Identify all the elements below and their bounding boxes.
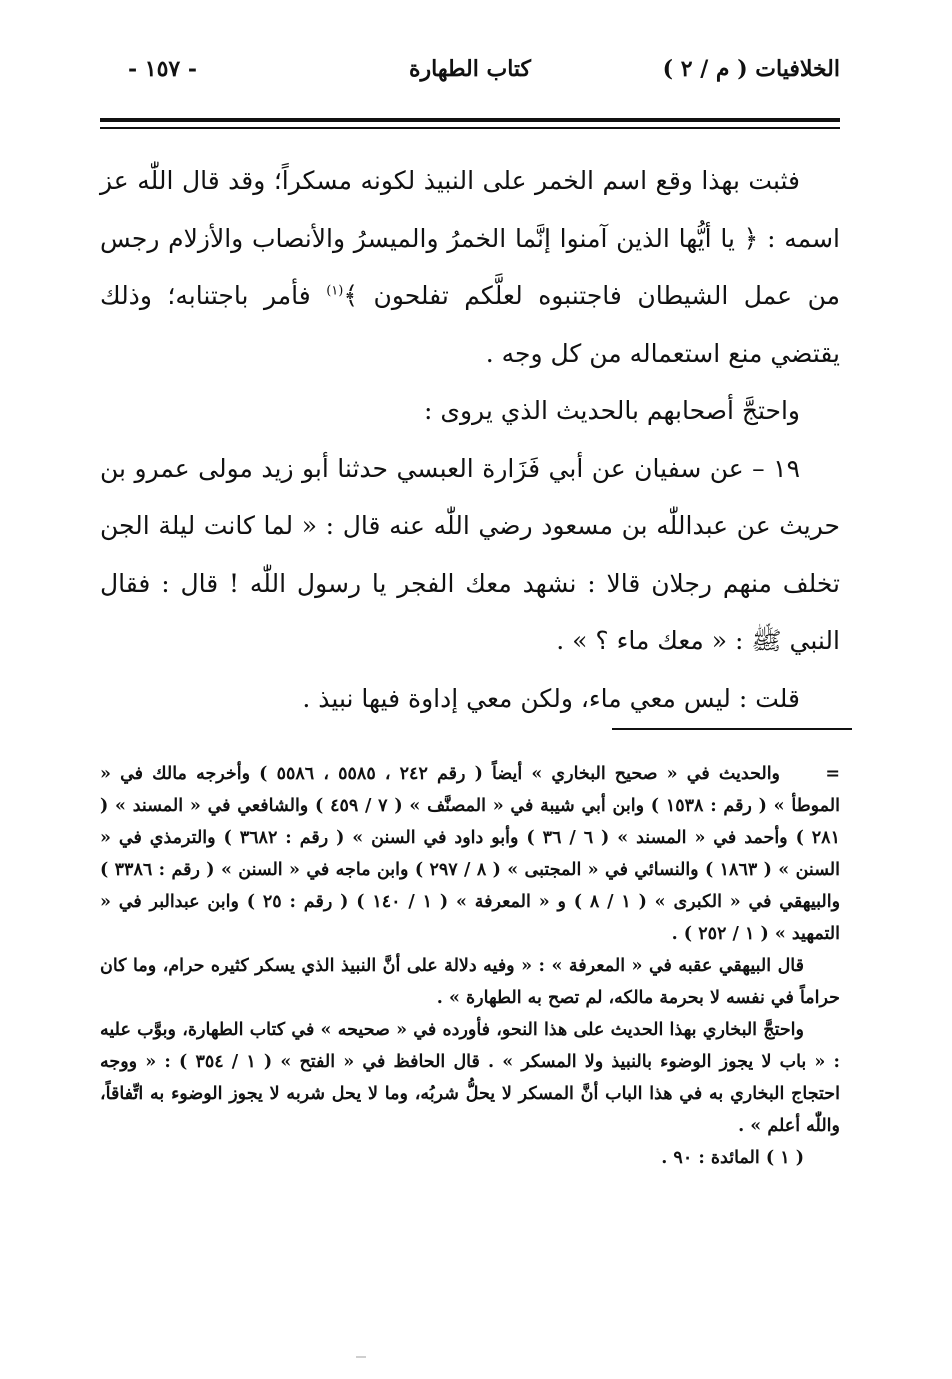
footnote-1: ( ١ ) المائدة : ٩٠ . (661, 1148, 804, 1168)
scan-speck (356, 1356, 366, 1358)
main-text (100, 152, 840, 727)
header-rule-thick (100, 118, 840, 122)
footnote-bayhaqi: قال البيهقي عقبه في « المعرفة » : « وفيه دلالة على أنَّ النبيذ الذي يسكر كثيره حرام، وما كان حراماً في نفسه لا بحرمة مالكه، لم تصح به الطهارة » . (100, 956, 840, 1008)
footnotes (100, 758, 840, 1174)
chapter-title: كتاب الطهارة (408, 56, 532, 82)
running-header (100, 56, 840, 96)
continuation-mark: = (825, 764, 841, 784)
running-title-volume: الخلافيات ( م / ٢ ) (662, 56, 840, 82)
page-number: - ١٥٧ - (128, 56, 198, 82)
footnote-marker: (١) (326, 283, 344, 299)
paragraph-1 (100, 152, 840, 382)
paragraph-1-tail: فأمر باجتنابه؛ وذلك يقتضي منع استعماله من كل وجه . (100, 281, 840, 368)
footnote-continuation-text: والحديث في « صحيح البخاري » أيضاً ( رقم ٢٤٢ ، ٥٥٨٥ ، ٥٥٨٦ ) وأخرجه مالك في « الموطأ » ( رقم : ١٥٣٨ ) وابن أبي شيبة في « المصنَّف » ( ٧ / ٤٥٩ ) والشافعي في « المسند » ( ٢٨١ ) وأحمد في « المسند » ( ٦ / ٣٦ ) وأبو داود في السنن » ( رقم : ٣٦٨٢ ) والترمذي في « السنن » ( ١٨٦٣ ) والنسائي في « المجتبى » ( ٨ / ٢٩٧ ) وابن ماجه في « السنن » ( رقم : ٣٣٨٦ ) والبيهقي في « الكبرى » ( ١ / ٨ ) و « المعرفة » ( ١ / ١٤٠ ) ( رقم : ٢٥ ) وابن عبدالبر في « التمهيد » ( ١ / ٢٥٢ ) . (100, 764, 841, 944)
paragraph-1-text: فثبت بهذا وقع اسم الخمر على النبيذ لكونه مسكراً؛ وقد قال اللّٰه عز اسمه : ﴿ يا أيُّها الذين آمنوا إنَّما الخمرُ والميسرُ والأنصاب والأزلام رجس من عمل الشيطان فاجتنبوه لعلَّكم تفلحون ﴾ (100, 166, 840, 310)
paragraph-4: قلت : ليس معي ماء، ولكن معي إداوة فيها نبيذ . (302, 683, 800, 713)
footnote-continuation (100, 758, 840, 950)
footnote-bukhari: واحتجَّ البخاري بهذا الحديث على هذا النحو، فأورده في « صحيحه » في كتاب الطهارة، وبوَّب عليه : « باب لا يجوز الوضوء بالنبيذ ولا المسكر » . قال الحافظ في « الفتح » ( ١ / ٣٥٤ ) : « ووجه احتجاج البخاري به في هذا الباب أنَّ المسكر لا يحلُّ شربُه، وما لا يحل شربه لا يجوز الوضوء به اتِّفاقاً، واللّٰه أعلم » . (100, 1020, 840, 1136)
footnote-separator (612, 728, 852, 730)
paragraph-2: واحتجَّ أصحابهم بالحديث الذي يروى : (424, 396, 800, 425)
hadith-19: ١٩ – عن سفيان عن أبي فَزَارة العبسي حدثنا أبو زيد مولى عمرو بن حريث عن عبداللّٰه بن مسعود رضي اللّٰه عنه قال : « لما كانت ليلة الجن تخلف منهم رجلان قالا : نشهد معك الفجر يا رسول اللّٰه ! قال : فقال النبي ﷺ : « معك ماء ؟ » . (100, 453, 840, 655)
header-rule-thin (100, 127, 840, 129)
